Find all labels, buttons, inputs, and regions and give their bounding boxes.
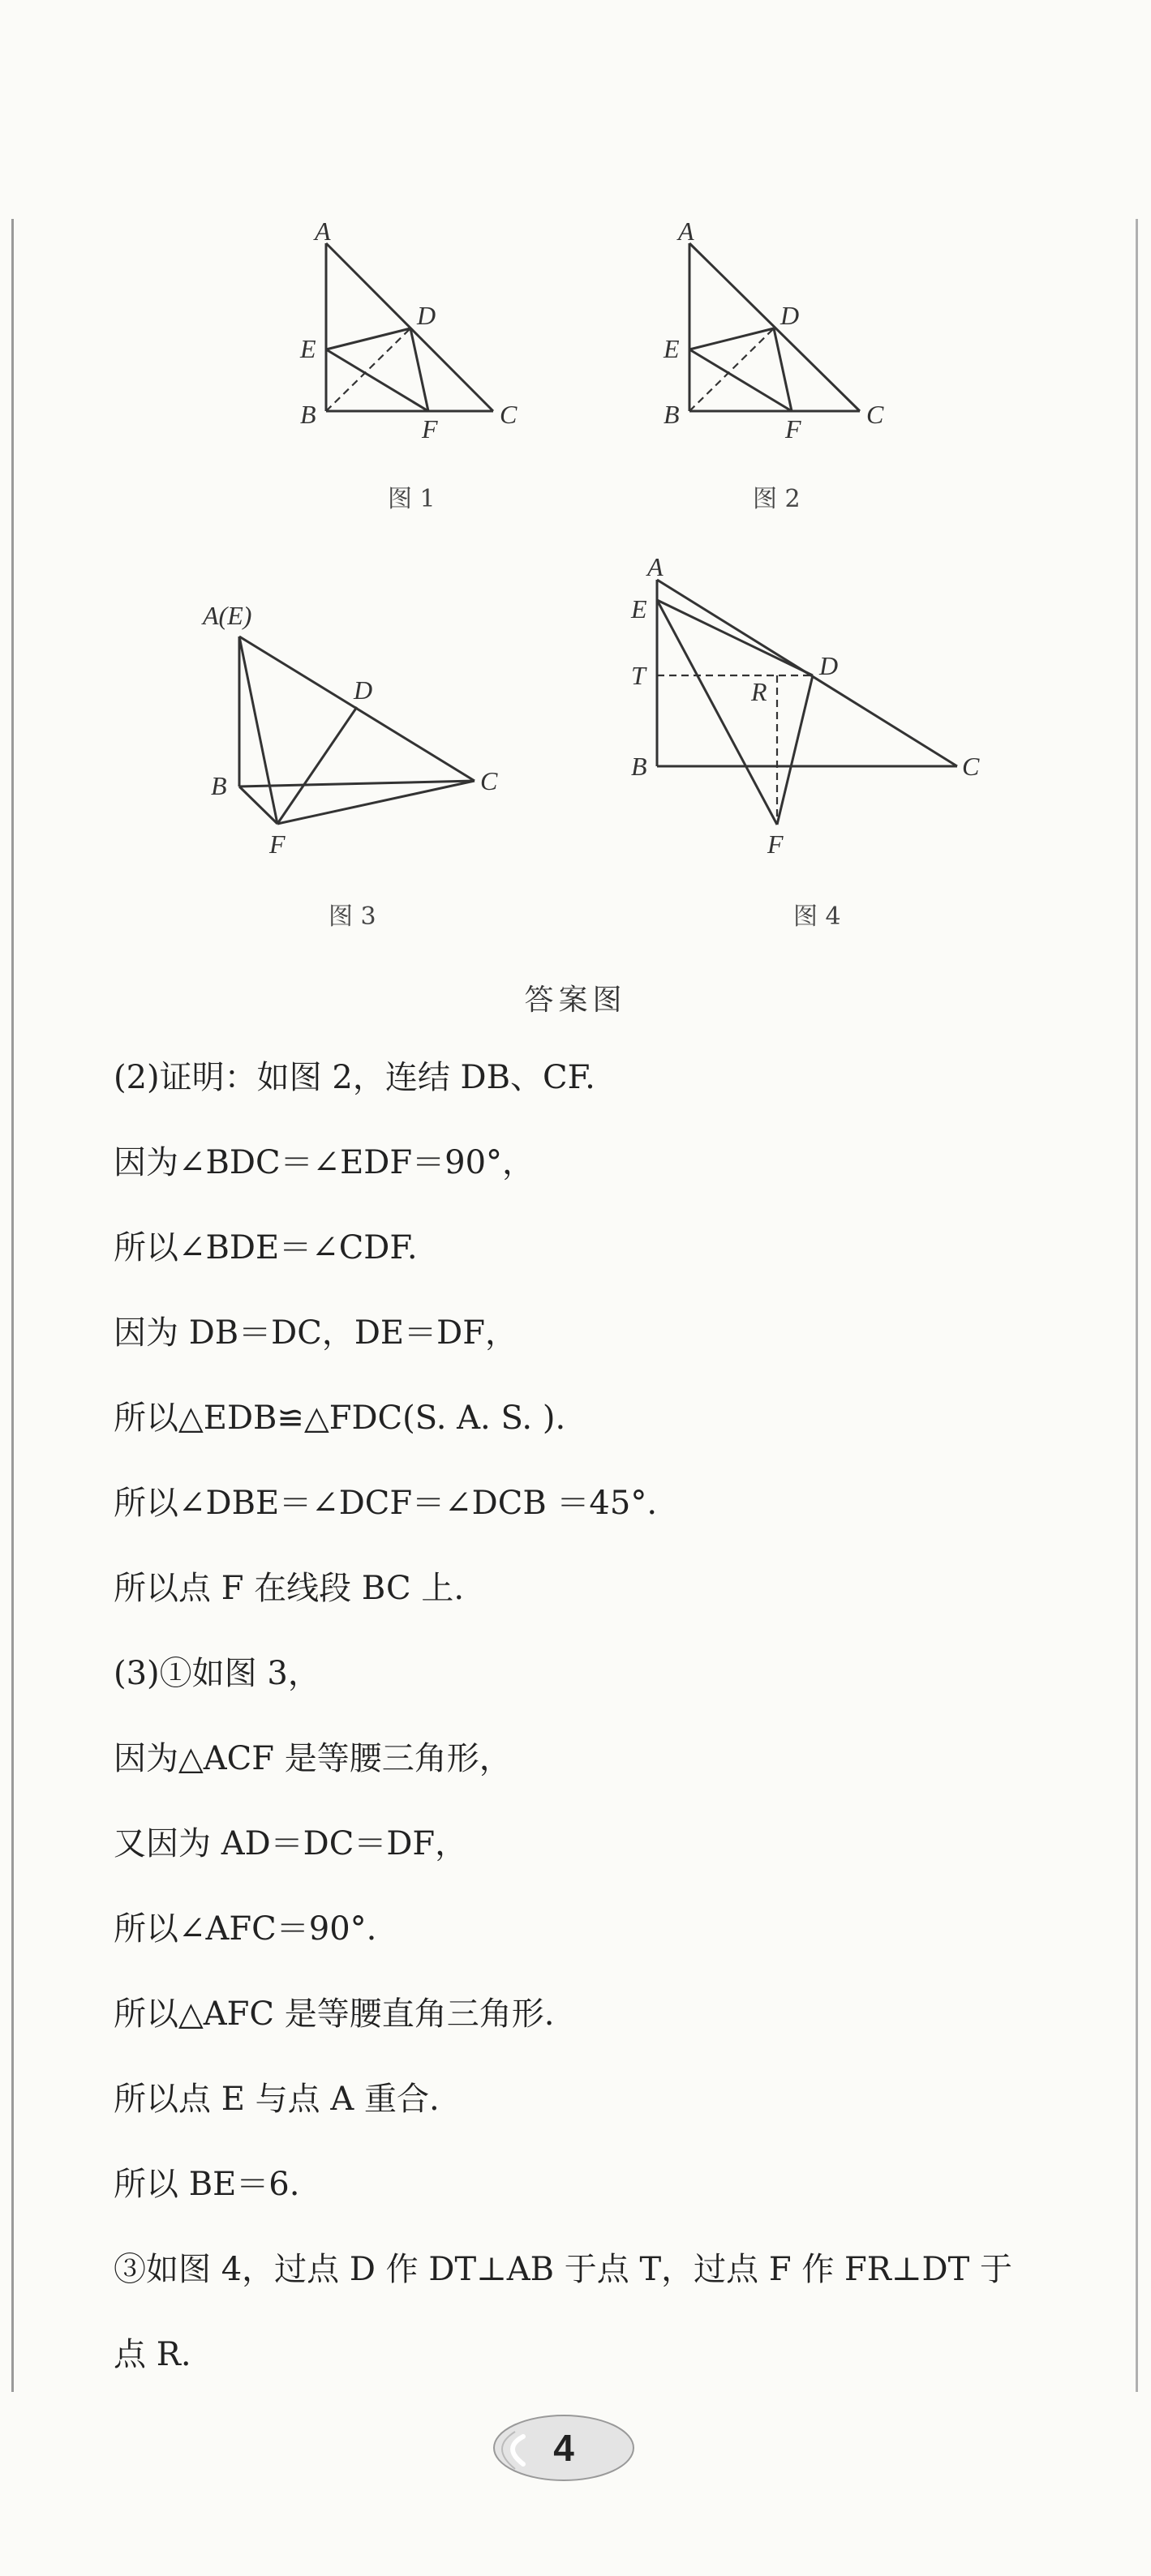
label-c: C bbox=[962, 752, 980, 781]
figure-4-caption: 图 4 bbox=[793, 902, 841, 931]
solution-line: 所以点 F 在线段 BC 上. bbox=[114, 1570, 465, 1607]
label-a: A bbox=[647, 552, 664, 581]
solution-line: 所以点 E 与点 A 重合. bbox=[114, 2081, 440, 2118]
segment-ef bbox=[326, 349, 428, 411]
solution-line: ③如图 4，过点 D 作 DT⊥AB 于点 T，过点 F 作 FR⊥DT 于 bbox=[114, 2251, 1012, 2288]
label-b: B bbox=[211, 771, 227, 800]
figure-3-caption: 图 3 bbox=[329, 902, 376, 931]
label-b: B bbox=[664, 400, 680, 429]
solution-line: (3)①如图 3， bbox=[114, 1655, 320, 1692]
segment-df bbox=[777, 675, 813, 825]
solution-line: 所以∠DBE＝∠DCF＝∠DCB ＝45°. bbox=[114, 1485, 658, 1522]
right-margin-rule bbox=[1136, 219, 1138, 2392]
label-a-e: A(E) bbox=[203, 601, 252, 630]
figure-4 bbox=[625, 551, 998, 859]
label-c: C bbox=[866, 400, 884, 429]
answer-figure-heading: 答案图 bbox=[524, 984, 627, 1017]
solution-line: 因为∠BDC＝∠EDF＝90°， bbox=[114, 1144, 535, 1181]
segment-ed bbox=[689, 328, 774, 349]
label-a: A bbox=[678, 216, 694, 246]
solution-line: 点 R. bbox=[114, 2336, 191, 2373]
segment-bc bbox=[239, 781, 475, 787]
segment-df bbox=[277, 707, 357, 824]
segment-ef bbox=[657, 600, 777, 825]
segment-ed bbox=[326, 328, 410, 349]
label-f: F bbox=[767, 829, 784, 859]
figure-3 bbox=[195, 592, 519, 859]
solution-line: (2)证明：如图 2，连结 DB、CF. bbox=[114, 1059, 595, 1096]
solution-line: 因为△ACF 是等腰三角形， bbox=[114, 1740, 512, 1777]
label-f: F bbox=[422, 414, 438, 444]
label-e: E bbox=[631, 594, 647, 624]
segment-af bbox=[239, 636, 277, 824]
label-e: E bbox=[300, 334, 316, 363]
solution-line: 所以△EDB≌△FDC(S. A. S. ). bbox=[114, 1399, 566, 1437]
solution-line: 所以 BE＝6. bbox=[114, 2166, 300, 2203]
left-margin-rule bbox=[11, 219, 14, 2392]
segment-fc bbox=[277, 781, 475, 824]
label-d: D bbox=[417, 301, 436, 330]
figure-2-caption: 图 2 bbox=[753, 485, 801, 513]
label-d: D bbox=[354, 675, 373, 705]
segment-df bbox=[410, 328, 428, 411]
figure-1 bbox=[292, 211, 552, 446]
segment-bd-dashed bbox=[689, 328, 774, 411]
solution-line: 又因为 AD＝DC＝DF， bbox=[114, 1825, 468, 1862]
label-a: A bbox=[315, 216, 331, 246]
label-c: C bbox=[480, 766, 498, 795]
label-b: B bbox=[631, 752, 647, 781]
label-f: F bbox=[269, 829, 286, 859]
label-r: R bbox=[751, 677, 767, 706]
segment-ac bbox=[326, 243, 493, 411]
solution-line: 所以∠AFC＝90°. bbox=[114, 1910, 377, 1948]
label-d: D bbox=[819, 651, 839, 680]
solution-line: 所以∠BDE＝∠CDF. bbox=[114, 1229, 418, 1267]
segment-bd-dashed bbox=[326, 328, 410, 411]
label-e: E bbox=[664, 334, 680, 363]
label-b: B bbox=[300, 400, 316, 429]
figure-2 bbox=[655, 211, 915, 446]
label-t: T bbox=[631, 661, 646, 690]
solution-line: 所以△AFC 是等腰直角三角形. bbox=[114, 1995, 555, 2033]
label-f: F bbox=[785, 414, 801, 444]
solution-line: 因为 DB＝DC，DE＝DF， bbox=[114, 1314, 518, 1352]
figure-1-caption: 图 1 bbox=[388, 485, 436, 513]
segment-ef bbox=[689, 349, 792, 411]
label-c: C bbox=[500, 400, 518, 429]
segment-ed bbox=[657, 600, 813, 675]
label-d: D bbox=[780, 301, 800, 330]
segment-ac bbox=[689, 243, 860, 411]
page-number: 4 bbox=[553, 2427, 574, 2469]
